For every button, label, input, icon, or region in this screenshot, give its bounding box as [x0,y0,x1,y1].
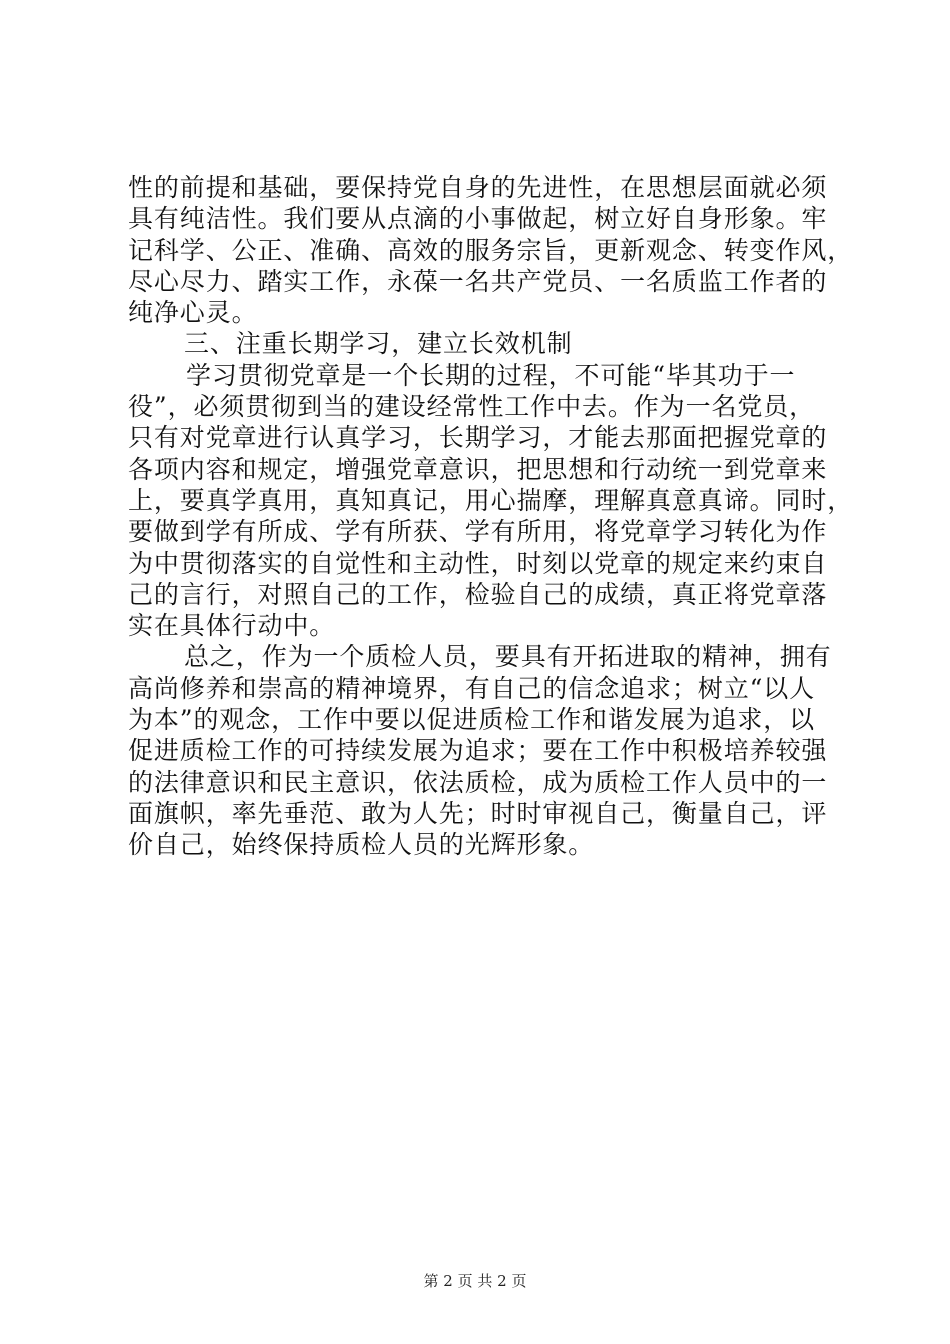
text-line: 只有对党章进行认真学习，长期学习，才能去那面把握党章的 [128,423,828,453]
text-line: 面旗帜，率先垂范、敢为人先；时时审视自己，衡量自己，评 [128,798,828,828]
text-line: 役”，必须贯彻到当的建设经常性工作中去。作为一名党员， [128,392,816,422]
paragraph-start: 学习贯彻党章是一个长期的过程，不可能“毕其功于一 [186,360,796,390]
text-line: 纯净心灵。 [128,298,258,328]
text-line: 为中贯彻落实的自觉性和主动性，时刻以党章的规定来约束自 [128,548,828,578]
text-line: 的法律意识和民主意识，依法质检，成为质检工作人员中的一 [128,767,828,797]
page-footer [0,1272,950,1290]
text-line: 具有纯洁性。我们要从点滴的小事做起，树立好自身形象。牢 [128,204,828,234]
text-line: 己的言行，对照自己的工作，检验自己的成绩，真正将党章落 [128,579,828,609]
document-body [128,172,854,861]
text-line: 高尚修养和崇高的精神境界，有自己的信念追求；树立“以人 [128,673,816,703]
text-line: 实在具体行动中。 [128,611,336,641]
text-line: 记科学、公正、准确、高效的服务宗旨，更新观念、转变作风， [128,235,854,265]
text-line: 要做到学有所成、学有所获、学有所用，将党章学习转化为作 [128,517,828,547]
text-line: 价自己，始终保持质检人员的光辉形象。 [128,830,595,860]
text-line: 性的前提和基础，要保持党自身的先进性，在思想层面就必须 [128,173,828,202]
paragraph-start: 总之，作为一个质检人员，要具有开拓进取的精神，拥有 [184,642,832,672]
text-line: 为本”的观念，工作中要以促进质检工作和谐发展为追求，以 [128,705,816,735]
text-line: 尽心尽力、踏实工作，永葆一名共产党员、一名质监工作者的 [128,266,828,296]
text-line: 各项内容和规定，增强党章意识，把思想和行动统一到党章来 [128,454,828,484]
text-line: 上，要真学真用，真知真记，用心揣摩，理解真意真谛。同时， [128,485,854,515]
section-heading: 三、注重长期学习，建立长效机制 [184,329,573,359]
page-number: 第 2 页 共 2 页 [423,1272,527,1290]
text-line: 促进质检工作的可持续发展为追求；要在工作中积极培养较强 [128,736,828,766]
